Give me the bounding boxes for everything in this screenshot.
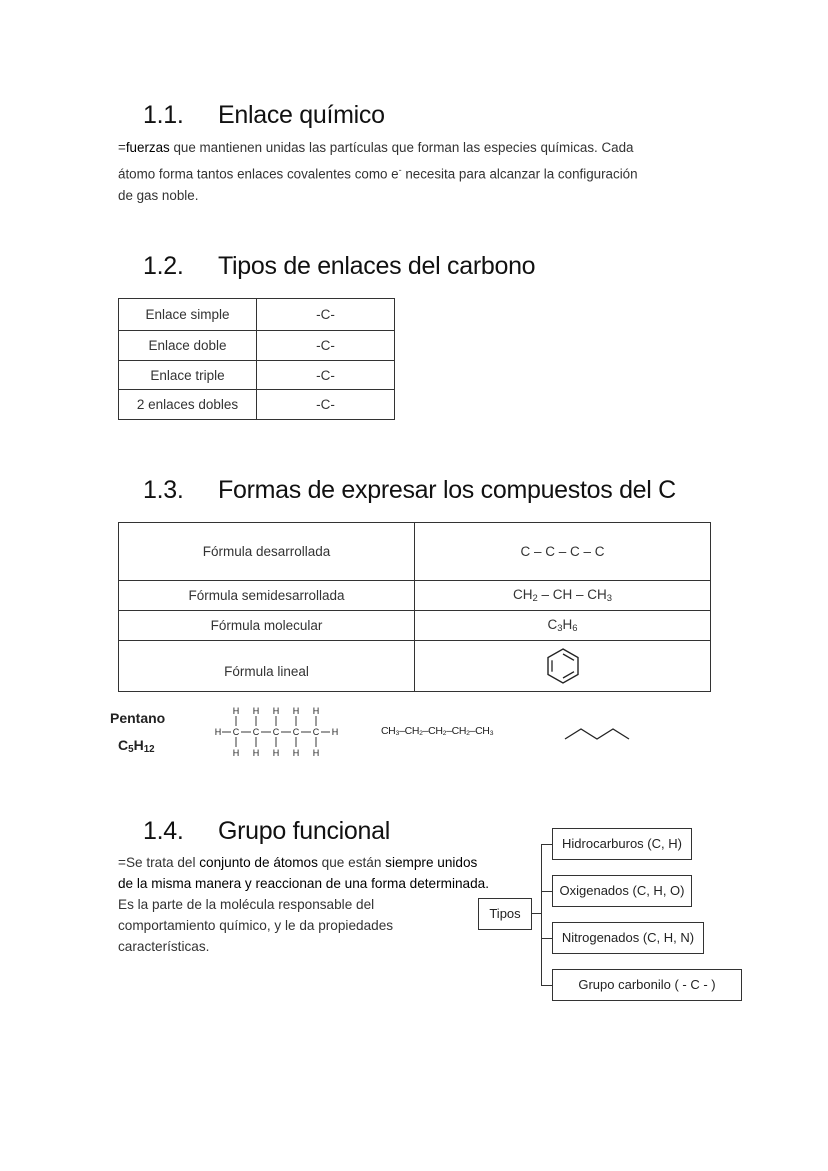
pentane-structural-formula (212, 704, 342, 760)
h-label: H (292, 706, 300, 716)
h-label: H (252, 706, 260, 716)
section-1-4-paragraph: =Se trata del conjunto de átomos que están siempre unidos de la misma manera y reaccionan de una forma determinada. Es la parte de la molécula responsable del comportamiento químico, y le da propiedades características. (118, 855, 490, 954)
table-row: Fórmula molecular $C_3H_6$ (119, 611, 711, 641)
section-1-3-heading (143, 476, 676, 505)
section-title: Tipos de enlaces del carbono (218, 252, 536, 280)
table-row: Enlace doble -C- (119, 331, 395, 361)
h-label: H (272, 748, 280, 758)
pentane-zigzag-icon (563, 724, 633, 742)
section-number: 1.3. (143, 476, 184, 504)
table-row: Fórmula desarrollada C – C – C – C (119, 523, 711, 581)
connector (541, 844, 552, 845)
section-number: 1.4. (143, 817, 184, 845)
section-title: Grupo funcional (218, 817, 391, 845)
section-1-2-heading (143, 252, 535, 281)
formula-forms-table (118, 522, 711, 692)
type-box: Hidrocarburos (C, H) (552, 828, 692, 860)
h-label: H (312, 748, 320, 758)
molecular-formula-cell: $C_3H_6$ (415, 611, 711, 641)
example-name: Pentano (110, 710, 166, 726)
h-label: H (214, 727, 222, 737)
benzene-ring-icon (543, 646, 583, 686)
table-row: Fórmula lineal (119, 641, 711, 692)
table-row: 2 enlaces dobles -C- (119, 390, 395, 420)
bracket-line (541, 844, 542, 986)
type-box: Nitrogenados (C, H, N) (552, 922, 704, 954)
h-label: H (312, 706, 320, 716)
section-number: 1.1. (143, 101, 184, 129)
h-label: H (232, 706, 240, 716)
c-label: C (272, 727, 280, 737)
h-label: H (252, 748, 260, 758)
section-title: Enlace químico (218, 101, 385, 129)
c-label: C (252, 727, 260, 737)
section-number: 1.2. (143, 252, 184, 280)
h-label: H (272, 706, 280, 716)
table-row: Enlace triple -C- (119, 361, 395, 390)
h-label: H (292, 748, 300, 758)
keyword-conjunto: conjunto de átomos (199, 855, 318, 870)
section-1-1-heading (143, 101, 385, 130)
section-1-1-paragraph: =fuerzas que mantienen unidas las partículas que forman las especies químicas. Cada átomo forma tantos enlaces covalentes como e- necesita para alcanzar la configuración de gas noble. (118, 140, 638, 204)
type-box: Grupo carbonilo ( - C - ) (552, 969, 742, 1001)
section-title: Formas de expresar los compuestos del C (218, 476, 676, 504)
connector (541, 938, 552, 939)
c-label: C (312, 727, 320, 737)
connector (541, 891, 552, 892)
table-row: Fórmula semidesarrollada $CH_2$ – CH – $CH_3$ (119, 581, 711, 611)
table-row: Enlace simple -C- (119, 299, 395, 331)
keyword-siempre-unidos: siempre unidos (385, 855, 478, 870)
semi-formula-cell: $CH_2$ – CH – $CH_3$ (415, 581, 711, 611)
keyword-fuerzas: fuerzas (125, 140, 170, 155)
c-label: C (292, 727, 300, 737)
carbon-bonds-table (118, 298, 395, 420)
h-label: H (331, 727, 339, 737)
section-1-4-heading (143, 817, 390, 846)
example-molecular-formula: $C_5H_{12}$ (118, 737, 155, 755)
c-label: C (232, 727, 240, 737)
pentane-semi-formula: CH₃–CH₂–CH₂–CH₂–CH₃ (381, 725, 494, 737)
type-box: Oxigenados (C, H, O) (552, 875, 692, 907)
connector (541, 985, 552, 986)
tipos-box: Tipos (478, 898, 532, 930)
h-label: H (232, 748, 240, 758)
